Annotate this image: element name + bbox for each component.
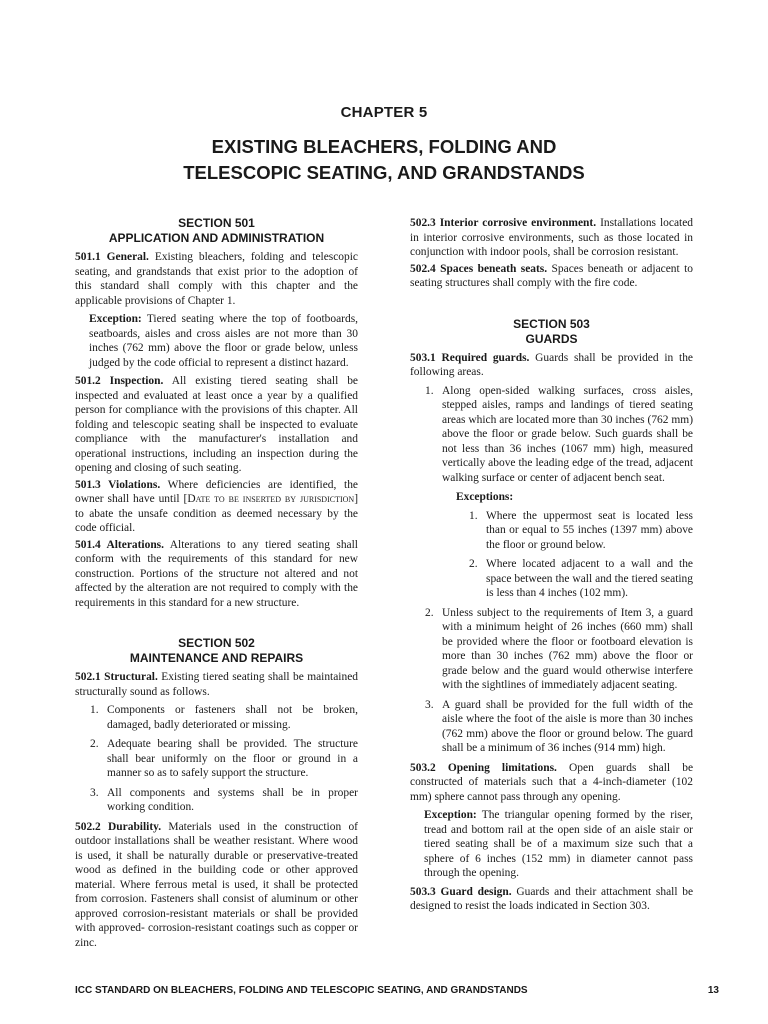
para-502-4-head: 502.4 Spaces beneath seats. (410, 262, 548, 275)
para-502-3 (410, 216, 693, 260)
para-502-2-head: 502.2 Durability. (75, 820, 162, 833)
para-503-2 (410, 761, 693, 805)
section-503-title: GUARDS (525, 331, 578, 346)
list-503-1 (410, 384, 693, 486)
list-item-number: 1. (90, 704, 99, 716)
list-item-text: A guard shall be provided for the full width of the aisle where the foot of the aisle is more than 30 inches (762 mm) above the floor or ground below. The guard shall be a minimum of 36 inches (914 mm) high. (442, 698, 693, 754)
para-502-2 (75, 820, 358, 951)
list-item-number: 3. (90, 786, 99, 799)
para-501-1-head: 501.1 General. (75, 251, 149, 263)
para-501-3 (75, 478, 358, 536)
para-503-3-head: 503.3 Guard design. (410, 885, 512, 898)
list-item (75, 703, 358, 732)
list-item-number: 2. (469, 558, 478, 570)
list-item-number: 3. (425, 698, 434, 711)
para-502-2-text: Materials used in the construction of outdoor installations shall be weather resistant. Where wood is used, it shall be naturally durable or preservative-treated wood as defined in the building code or other approved material. Where ferrous metal is used, it shall be protected from corrosion. Fasteners shall consist of aluminum or other approved corrosion-resistant materials or shall be provided with approved- corrosion-resistant coatings such as copper or zinc. (75, 820, 358, 949)
list-item-text: Adequate bearing shall be provided. The structure shall bear uniformly on the floor or ground in a manner so as to safely support the structure. (107, 738, 358, 779)
list-item-text: Where located adjacent to a wall and the space between the wall and the tiered seating is less than 4 inches (102 mm). (486, 558, 693, 599)
para-501-1 (75, 250, 358, 308)
para-501-3-placeholder: Date to be inserted by jurisdiction (187, 493, 355, 505)
list-item-text: Components or fasteners shall not be broken, damaged, badly deteriorated or missing. (107, 704, 358, 731)
list-item-number: 1. (469, 509, 478, 522)
list-503-1-cont (410, 606, 693, 756)
para-503-2-text: Open guards shall be constructed of materials such that a 4-inch-diameter (102 mm) sphere cannot pass through any opening. (410, 761, 694, 803)
section-502-title: MAINTENANCE AND REPAIRS (129, 651, 304, 665)
chapter-title (0, 134, 768, 186)
list-502-1 (75, 703, 358, 815)
para-501-2-text: All existing tiered seating shall be inspected and evaluated at least once a year by a qualified person for compliance with the provisions of this chapter. All folding and telescopic seating shall be inspected to evaluate compliance with the manufacturer's installation and operational instructions, including an inspection during the opening and closing of such seating. (75, 375, 359, 474)
list-item-text: Along open-sided walking surfaces, cross aisles, stepped aisles, ramps and landings of tiered seating areas which are located more than 30 inches (762 mm) above the floor or grade below. Such guards shall be not less than 36 inches (1067 mm) high, measured vertically above the leading edge of the tread, adjacent walking surface or center of adjacent bench seat. (442, 384, 693, 484)
para-501-3-text-b: ] to abate the unsafe condition as deemed necessary by the code official. (75, 493, 358, 534)
para-502-3-text: Installations located in interior corrosive environments, such as those located in conjunction with indoor pools, shall be corrosion resistant. (410, 217, 694, 258)
list-item-text: Where the uppermost seat is located less than or equal to 55 inches (1397 mm) above the floor or ground below. (486, 509, 693, 551)
exception-501-1-text: Tiered seating where the top of footboards, seatboards, aisles and cross aisles are not more than 30 inches (762 mm) above the floor or grade below, unless judged by the code official to represent a distinct hazard. (89, 313, 359, 369)
para-503-3-text: Guards and their attachment shall be designed to resist the loads indicated in Section 303. (410, 885, 694, 912)
left-column (75, 216, 358, 952)
para-502-4 (410, 262, 693, 291)
exception-501-1 (89, 312, 358, 370)
section-501-heading (75, 216, 358, 246)
list-item (75, 786, 358, 815)
list-item (410, 384, 693, 486)
para-502-1 (75, 670, 358, 699)
section-501-number: SECTION 501 (178, 216, 255, 230)
list-item-text: Unless subject to the requirements of Item 3, a guard with a minimum height of 26 inches (660 mm) shall be provided where the floor or footboard elevation is more than 30 inches (762 mm) above the floor or grade below and the guard would otherwise interfere with the sightlines of immediately adjacent seating. (442, 606, 693, 691)
exception-503-2-text: The triangular opening formed by the riser, tread and bottom rail at the open side of an aisle stair or tiered seating shall be of a maximum size such that a sphere of 6 inches (152 mm) in diameter cannot pass through the opening. (424, 809, 693, 879)
page-number: 13 (707, 985, 719, 996)
para-503-1-head: 503.1 Required guards. (410, 351, 530, 364)
para-501-4-head: 501.4 Alterations. (75, 538, 164, 551)
para-501-3-text-a: Where deficiencies are identified, the owner shall have until [ (75, 478, 358, 505)
para-501-2-head: 501.2 Inspection. (75, 375, 164, 387)
chapter-title-line-2: TELESCOPIC SEATING, AND GRANDSTANDS (183, 162, 585, 183)
chapter-header (0, 104, 768, 186)
para-501-1-text: Existing bleachers, folding and telescopic seating, and grandstands that exist prior to the adoption of this standard shall comply with this chapter and the applicable provisions of Chapter 1. (75, 251, 359, 307)
para-503-1-text: Guards shall be provided in the following areas. (410, 351, 693, 378)
page-footer (75, 985, 719, 996)
list-item-number: 2. (90, 738, 99, 750)
para-502-1-head: 502.1 Structural. (75, 671, 158, 683)
list-item (410, 606, 693, 693)
para-503-1 (410, 351, 693, 380)
para-503-3 (410, 885, 693, 914)
section-502-heading (75, 636, 358, 666)
section-501-title: APPLICATION AND ADMINISTRATION (108, 231, 325, 245)
list-item (410, 698, 693, 756)
exceptions-heading: Exceptions: (456, 491, 514, 503)
right-column (410, 216, 693, 916)
exceptions-list (410, 509, 693, 601)
para-501-4 (75, 538, 358, 611)
list-item (410, 509, 693, 553)
list-item (75, 737, 358, 781)
exception-503-2-head: Exception: (424, 809, 477, 821)
para-503-2-head: 503.2 Opening limitations. (410, 761, 557, 774)
list-item-number: 1. (425, 384, 434, 397)
section-502-number: SECTION 502 (178, 636, 255, 650)
chapter-title-line-1: EXISTING BLEACHERS, FOLDING AND (211, 136, 557, 157)
para-501-2 (75, 374, 358, 476)
list-item-number: 2. (425, 606, 434, 619)
exception-501-1-head: Exception: (89, 313, 142, 325)
section-503-number: SECTION 503 (513, 316, 590, 331)
list-item-text: All components and systems shall be in proper working condition. (107, 786, 358, 813)
list-item (410, 557, 693, 601)
para-502-4-text: Spaces beneath or adjacent to seating structures shall comply with the fire code. (410, 262, 693, 289)
exception-503-2 (424, 808, 693, 881)
para-502-3-head: 502.3 Interior corrosive environment. (410, 217, 597, 229)
para-501-3-head: 501.3 Violations. (75, 478, 161, 491)
para-502-1-text: Existing tiered seating shall be maintained structurally sound as follows. (75, 671, 359, 698)
chapter-number: CHAPTER 5 (340, 104, 428, 121)
para-501-4-text: Alterations to any tiered seating shall conform with the requirements of this standard for new construction. Portions of the structure not altered and not affected by the alteration are not required to comply with the requirements in this standard for a new structure. (75, 538, 358, 609)
section-503-heading (410, 317, 693, 347)
footer-title: ICC STANDARD ON BLEACHERS, FOLDING AND TELESCOPIC SEATING, AND GRANDSTANDS (75, 985, 528, 996)
